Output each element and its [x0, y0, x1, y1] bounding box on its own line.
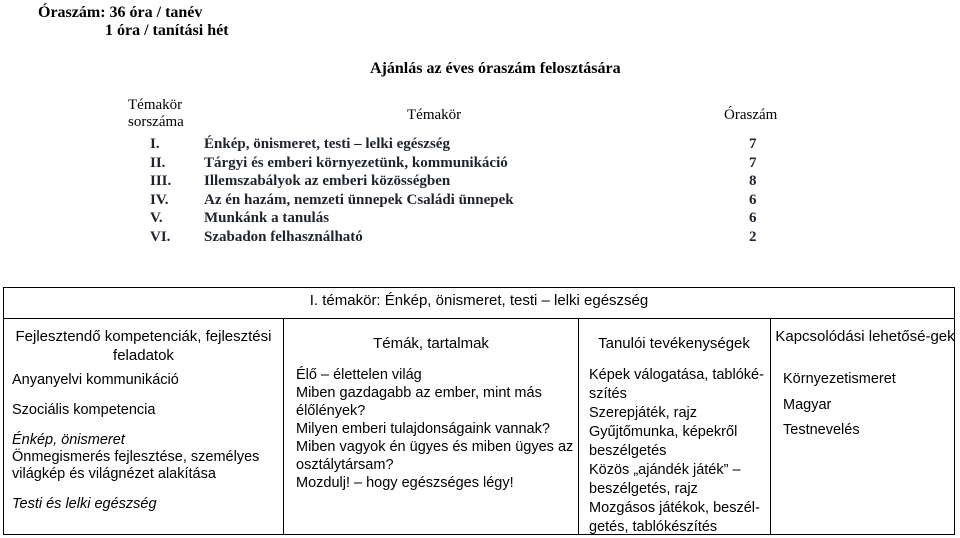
row-topic: Illemszabályok az emberi közösségben	[204, 173, 451, 189]
row-number: IV.	[150, 191, 169, 208]
row-hours: 6	[749, 191, 757, 208]
column-divider	[770, 318, 771, 535]
header-divider	[284, 318, 955, 319]
list-item: Miben gazdagabb az ember, mint más élőlények?	[296, 385, 542, 419]
col-competencies-header: Fejlesztendő kompetenciák, fejlesztési feladatok	[15, 328, 272, 364]
table-row	[124, 172, 790, 191]
row-number: V.	[150, 210, 163, 226]
row-number: VI.	[150, 228, 171, 245]
competency-list	[12, 372, 282, 513]
row-number: III.	[150, 173, 172, 189]
list-item: Magyar	[783, 396, 832, 413]
row-topic: Szabadon felhasználható	[204, 228, 363, 245]
list-item: Élő – élettelen világ	[296, 367, 422, 383]
competency-item: Anyanyelvi kommunikáció	[12, 372, 179, 388]
row-topic: Munkánk a tanulás	[204, 210, 330, 226]
table-row	[124, 209, 790, 228]
col-activities-header: Tanulói tevékenységek	[598, 335, 750, 352]
topic-table-header	[124, 97, 790, 135]
competency-item: Szociális kompetencia	[12, 402, 156, 418]
list-item: Miben vagyok én ügyes és miben ügyes az osztálytársam?	[296, 439, 574, 473]
list-item: beszélgetés, rajz	[589, 481, 698, 497]
list-item: Szerepjáték, rajz	[589, 405, 697, 421]
row-topic: Az én hazám, nemzeti ünnepek Családi ünnepek	[204, 191, 514, 208]
row-hours: 7	[749, 136, 757, 152]
row-hours: 2	[749, 228, 757, 245]
row-number: I.	[150, 136, 160, 152]
row-hours: 6	[749, 210, 757, 226]
list-item: Mozdulj! – hogy egészséges légy!	[296, 475, 514, 491]
row-hours: 7	[749, 154, 757, 171]
topic-table	[124, 97, 790, 246]
list-item: Képek válogatása, tablóké-	[589, 367, 764, 383]
contents-list	[296, 366, 576, 492]
list-item: getés, tablókészítés	[589, 519, 718, 535]
list-item: Mozgásos játékok, beszél-	[589, 500, 760, 516]
row-topic: Énkép, önismeret, testi – lelki egészség	[204, 136, 450, 152]
list-item: Testnevelés	[783, 422, 860, 438]
list-item: Környezetismeret	[783, 371, 896, 387]
activities-list	[589, 366, 769, 537]
col-hours-header: Óraszám	[724, 107, 778, 123]
table-row	[124, 135, 790, 154]
col-topic-header: Témakör	[407, 107, 462, 123]
hours-per-year: Óraszám: 36 óra / tanév	[38, 4, 203, 21]
table-row	[124, 191, 790, 210]
col-links-header: Kapcsolódási lehetősé-gek	[775, 328, 955, 345]
detail-title: I. témakör: Énkép, önismeret, testi – lelki egészség	[309, 292, 649, 309]
list-item: beszélgetés	[589, 443, 667, 459]
row-topic: Tárgyi és emberi környezetünk, kommunikáció	[204, 154, 508, 171]
col-contents-header: Témák, tartalmak	[373, 335, 489, 352]
competency-item: Testi és lelki egészség	[12, 496, 157, 512]
competency-item: Énkép, önismeret	[12, 432, 125, 448]
row-number: II.	[150, 154, 166, 171]
col-number-header: Témakör sorszáma	[128, 97, 184, 130]
competency-item: Önmegismerés fejlesztése, személyes világkép és világnézet alakítása	[12, 449, 260, 482]
row-hours: 8	[749, 173, 757, 189]
hours-per-week: 1 óra / tanítási hét	[105, 22, 229, 39]
list-item: Közös „ajándék játék” –	[589, 462, 741, 478]
links-list	[783, 367, 958, 444]
recommendation-heading: Ajánlás az éves óraszám felosztására	[370, 60, 621, 77]
list-item: Milyen emberi tulajdonságaink vannak?	[296, 421, 550, 437]
list-item: szítés	[589, 386, 627, 402]
table-row	[124, 154, 790, 173]
list-item: Gyűjtőmunka, képekről	[589, 424, 738, 440]
table-row	[124, 228, 790, 247]
